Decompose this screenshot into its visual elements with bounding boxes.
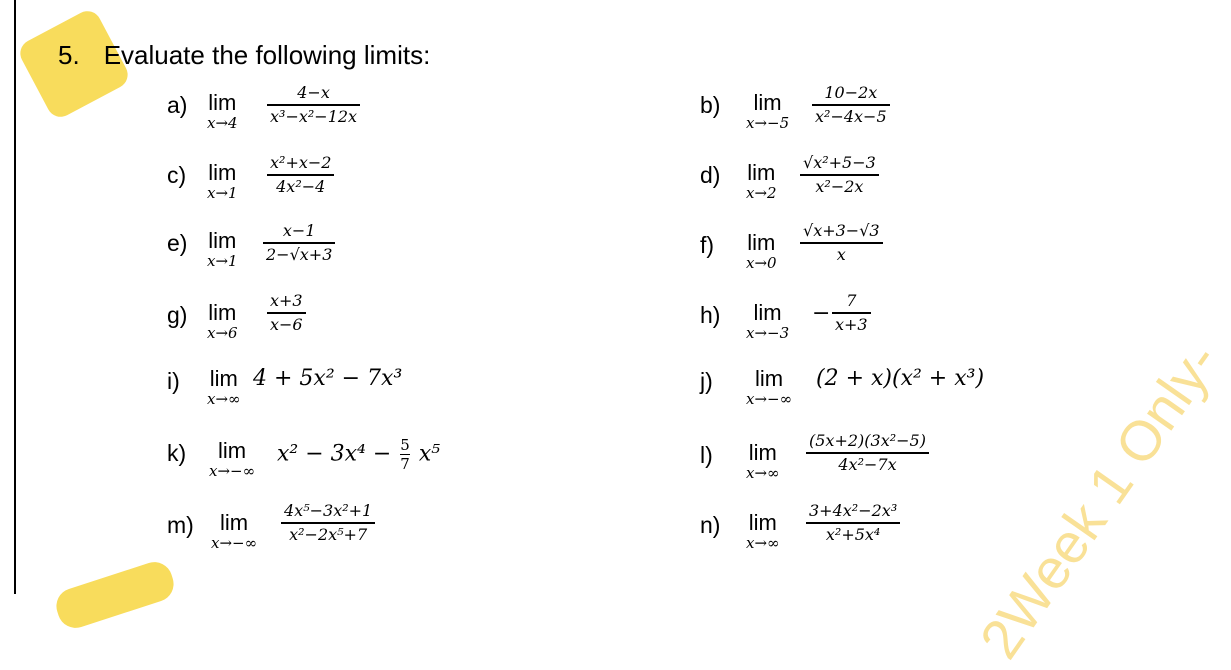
expression bbox=[277, 436, 440, 473]
lim-word: lim bbox=[208, 90, 237, 115]
lim-subscript: x→∞ bbox=[207, 390, 241, 408]
lim-subscript: x→∞ bbox=[746, 464, 780, 482]
lim-subscript: x→−∞ bbox=[211, 534, 258, 552]
numerator: √x²+5−3 bbox=[803, 153, 876, 172]
fraction bbox=[800, 152, 879, 198]
denominator: x+3 bbox=[835, 314, 868, 334]
lim-subscript: x→−∞ bbox=[746, 390, 793, 408]
expression-part: x² − 3x⁴ − bbox=[277, 441, 392, 467]
lim-subscript: x→−5 bbox=[746, 114, 790, 132]
denominator: 4x²−7x bbox=[838, 454, 897, 474]
lim-subscript: x→4 bbox=[207, 114, 238, 132]
lim-word: lim bbox=[208, 300, 237, 325]
problem-letter: j) bbox=[700, 368, 713, 394]
fraction bbox=[832, 290, 871, 336]
lim-subscript: x→∞ bbox=[746, 534, 780, 552]
denominator: x³−x²−12x bbox=[270, 106, 358, 126]
expression-part: x⁵ bbox=[418, 441, 441, 467]
denominator: 4x²−4 bbox=[276, 176, 326, 196]
lim-word: lim bbox=[217, 438, 247, 463]
numerator: 7 bbox=[846, 291, 857, 310]
lim-word: lim bbox=[747, 230, 776, 255]
denominator: x²−4x−5 bbox=[815, 106, 887, 126]
coefficient-fraction bbox=[400, 436, 410, 473]
fraction bbox=[806, 430, 929, 476]
problem-letter: i) bbox=[167, 368, 180, 394]
numerator: x²+x−2 bbox=[270, 153, 332, 172]
numerator: (5x+2)(3x²−5) bbox=[809, 431, 926, 450]
problem-letter: l) bbox=[700, 442, 713, 468]
limit-operator bbox=[207, 92, 238, 132]
problem-letter: c) bbox=[167, 162, 187, 188]
limit-operator bbox=[207, 230, 238, 270]
limit-operator bbox=[746, 302, 789, 342]
lim-word: lim bbox=[209, 366, 238, 391]
denominator: x−6 bbox=[270, 314, 303, 334]
denominator: x²+5x⁴ bbox=[825, 524, 881, 544]
limit-operator bbox=[211, 512, 257, 552]
fraction bbox=[281, 500, 375, 546]
highlighter-mark bbox=[52, 557, 178, 632]
lim-word: lim bbox=[747, 160, 776, 185]
numerator: 4−x bbox=[297, 83, 330, 102]
numerator: 3+4x²−2x³ bbox=[809, 501, 898, 520]
numerator: x+3 bbox=[270, 291, 303, 310]
lim-word: lim bbox=[748, 440, 777, 465]
limit-operator bbox=[209, 440, 255, 480]
fraction bbox=[806, 500, 900, 546]
fraction bbox=[267, 82, 360, 128]
question-title bbox=[58, 40, 430, 71]
problem-letter: n) bbox=[700, 512, 721, 538]
lim-word: lim bbox=[219, 510, 249, 535]
fraction bbox=[800, 220, 883, 266]
lim-subscript: x→1 bbox=[207, 252, 238, 270]
problem-letter: e) bbox=[167, 230, 188, 256]
expression: 4 + 5x² − 7x³ bbox=[253, 366, 403, 391]
lim-subscript: x→2 bbox=[746, 184, 777, 202]
limit-operator bbox=[746, 512, 780, 552]
lim-subscript: x→−3 bbox=[746, 324, 790, 342]
lim-subscript: x→1 bbox=[207, 184, 238, 202]
numerator: 5 bbox=[400, 436, 410, 454]
lim-word: lim bbox=[748, 510, 777, 535]
problem-letter: a) bbox=[167, 92, 188, 118]
limit-operator bbox=[746, 442, 780, 482]
limit-operator bbox=[746, 162, 777, 202]
limit-operator bbox=[207, 302, 238, 342]
watermark: 2Week 1 Only- bbox=[966, 330, 1231, 670]
numerator: 4x⁵−3x²+1 bbox=[284, 501, 373, 520]
limit-operator bbox=[207, 162, 238, 202]
denominator: x²−2x⁵+7 bbox=[289, 524, 368, 544]
left-margin-line bbox=[14, 0, 16, 594]
problem-letter: d) bbox=[700, 162, 721, 188]
numerator: √x+3−√3 bbox=[803, 221, 880, 240]
question-number: 5. bbox=[58, 40, 80, 70]
lim-word: lim bbox=[753, 300, 782, 325]
lim-subscript: x→6 bbox=[207, 324, 238, 342]
fraction bbox=[263, 220, 335, 266]
lim-word: lim bbox=[208, 228, 237, 253]
minus-sign: − bbox=[812, 301, 831, 326]
problem-letter: b) bbox=[700, 92, 721, 118]
numerator: x−1 bbox=[282, 221, 316, 240]
limit-operator bbox=[207, 368, 241, 408]
denominator: 2−√x+3 bbox=[266, 244, 333, 264]
expression: (2 + x)(x² + x³) bbox=[816, 366, 985, 391]
lim-word: lim bbox=[208, 160, 237, 185]
limit-operator bbox=[746, 368, 792, 408]
fraction bbox=[267, 152, 334, 198]
lim-word: lim bbox=[753, 90, 782, 115]
question-text: Evaluate the following limits: bbox=[103, 40, 431, 70]
lim-subscript: x→−∞ bbox=[209, 462, 256, 480]
problem-letter: m) bbox=[167, 512, 194, 538]
denominator: x²−2x bbox=[815, 176, 864, 196]
fraction bbox=[812, 82, 890, 128]
fraction bbox=[267, 290, 306, 336]
limit-operator bbox=[746, 232, 777, 272]
problem-letter: g) bbox=[167, 302, 188, 328]
denominator: x bbox=[836, 244, 846, 264]
lim-word: lim bbox=[754, 366, 784, 391]
problem-letter: h) bbox=[700, 302, 721, 328]
limit-operator bbox=[746, 92, 789, 132]
numerator: 10−2x bbox=[824, 83, 878, 102]
denominator: 7 bbox=[400, 455, 410, 474]
lim-subscript: x→0 bbox=[746, 254, 777, 272]
problem-letter: f) bbox=[700, 232, 715, 258]
problem-letter: k) bbox=[167, 440, 187, 466]
